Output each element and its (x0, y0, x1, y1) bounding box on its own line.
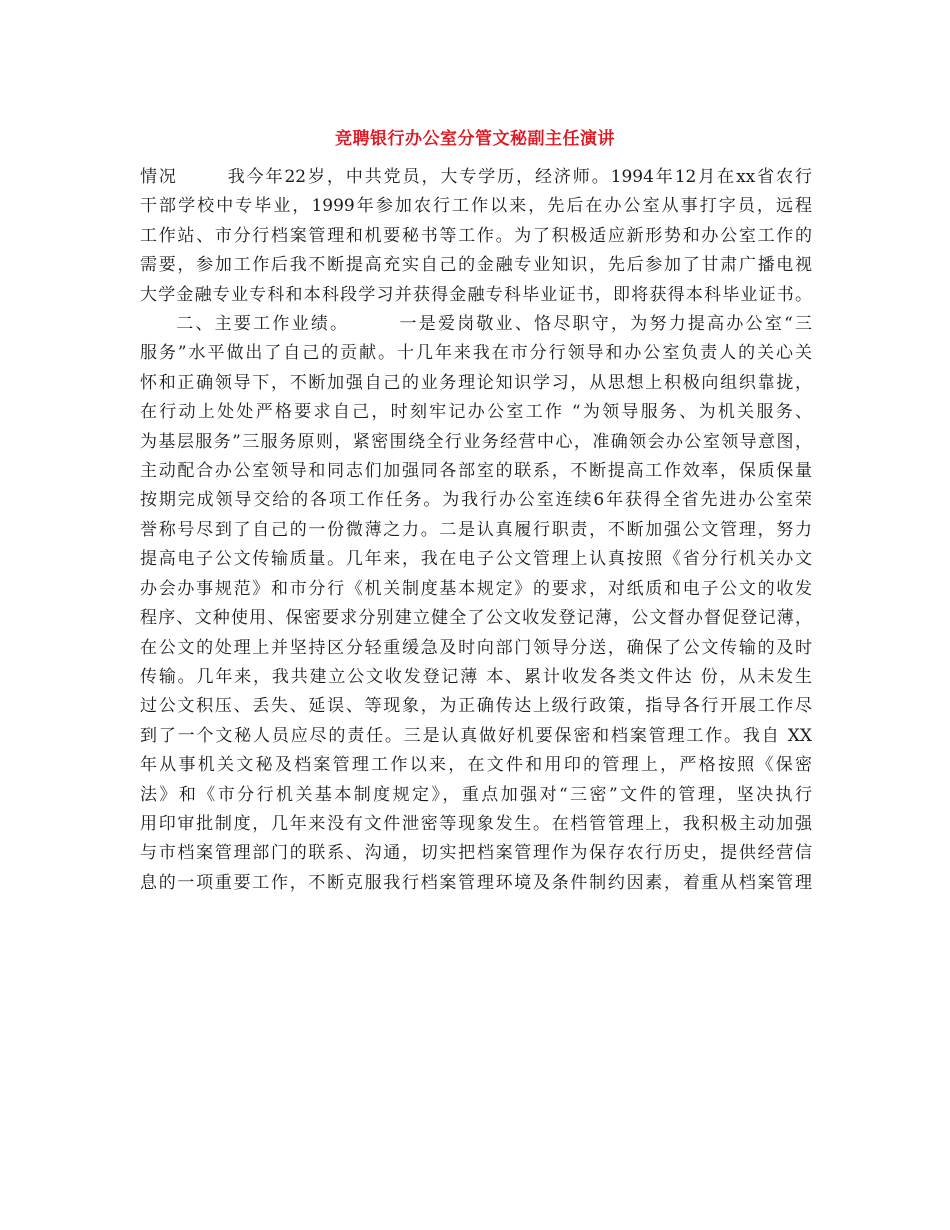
text-line: 干部学校中专毕业，1999年参加农行工作以来，先后在办公室从事打字员，远程 (140, 196, 812, 217)
line-text: 一是爱岗敬业、恪尽职守，为努力提高办公室“三 (397, 314, 812, 335)
text-line: 在行动上处处严格要求自己，时刻牢记办公室工作 “为领导服务、为机关服务、 (140, 402, 812, 423)
line-label: 情况 (140, 167, 178, 187)
text-line (140, 310, 812, 339)
text-line: 誉称号尽到了自己的一份微薄之力。二是认真履行职责，不断加强公文管理，努力 (140, 519, 812, 540)
line-text: 我今年22岁，中共党员，大专学历，经济师。1994年12月在xx省农行 (225, 167, 813, 187)
text-line: 用印审批制度，几年来没有文件泄密等现象发生。在档管管理上，我积极主动加强 (140, 813, 812, 834)
text-line: 传输。几年来，我共建立公文收发登记薄 本、累计收发各类文件达 份，从未发生 (140, 666, 812, 687)
text-line: 法》和《市分行机关基本制度规定》，重点加强对“三密”文件的管理，坚决执行 (140, 784, 812, 805)
text-line: 主动配合办公室领导和同志们加强同各部室的联系，不断提高工作效率，保质保量 (140, 461, 812, 482)
text-line: 办会办事规范》和市分行《机关制度基本规定》的要求，对纸质和电子公文的收发 (140, 578, 812, 599)
text-line: 提高电子公文传输质量。几年来，我在电子公文管理上认真按照《省分行机关办文 (140, 549, 812, 570)
text-line: 大学金融专业专科和本科段学习并获得金融专科毕业证书，即将获得本科毕业证书。 (140, 284, 812, 305)
document-title: 竞聘银行办公室分管文秘副主任演讲 (335, 129, 615, 149)
text-line: 过公文积压、丢失、延误、等现象，为正确传达上级行政策，指导各行开展工作尽 (140, 696, 812, 717)
document-body (140, 163, 812, 898)
text-line: 息的一项重要工作，不断克服我行档案管理环境及条件制约因素，着重从档案管理 (140, 872, 812, 893)
text-line: 为基层服务”三服务原则，紧密围绕全行业务经营中心，准确领会办公室领导意图， (140, 431, 812, 452)
text-line: 按期完成领导交给的各项工作任务。为我行办公室连续6年获得全省先进办公室荣 (140, 490, 812, 511)
text-line: 与市档案管理部门的联系、沟通，切实把档案管理作为保存农行历史，提供经营信 (140, 843, 812, 864)
section-heading: 二、主要工作业绩。 (174, 314, 350, 335)
text-line: 工作站、市分行档案管理和机要秘书等工作。为了积极适应新形势和办公室工作的 (140, 225, 812, 246)
text-line: 在公文的处理上并坚持区分轻重缓急及时向部门领导分送，确保了公文传输的及时 (140, 637, 812, 658)
text-line: 年从事机关文秘及档案管理工作以来，在文件和用印的管理上，严格按照《保密 (140, 755, 812, 776)
text-line (140, 163, 812, 192)
text-line: 程序、文种使用、保密要求分别建立健全了公文收发登记薄，公文督办督促登记薄， (140, 608, 812, 629)
text-line: 服务”水平做出了自己的贡献。十几年来我在市分行领导和办公室负责人的关心关 (140, 343, 812, 364)
text-line: 怀和正确领导下，不断加强自己的业务理论知识学习，从思想上积极向组织靠拢， (140, 372, 812, 393)
text-line: 到了一个文秘人员应尽的责任。三是认真做好机要保密和档案管理工作。我自 XX (140, 725, 812, 746)
text-line: 需要，参加工作后我不断提高充实自己的金融专业知识，先后参加了甘肃广播电视 (140, 255, 812, 276)
